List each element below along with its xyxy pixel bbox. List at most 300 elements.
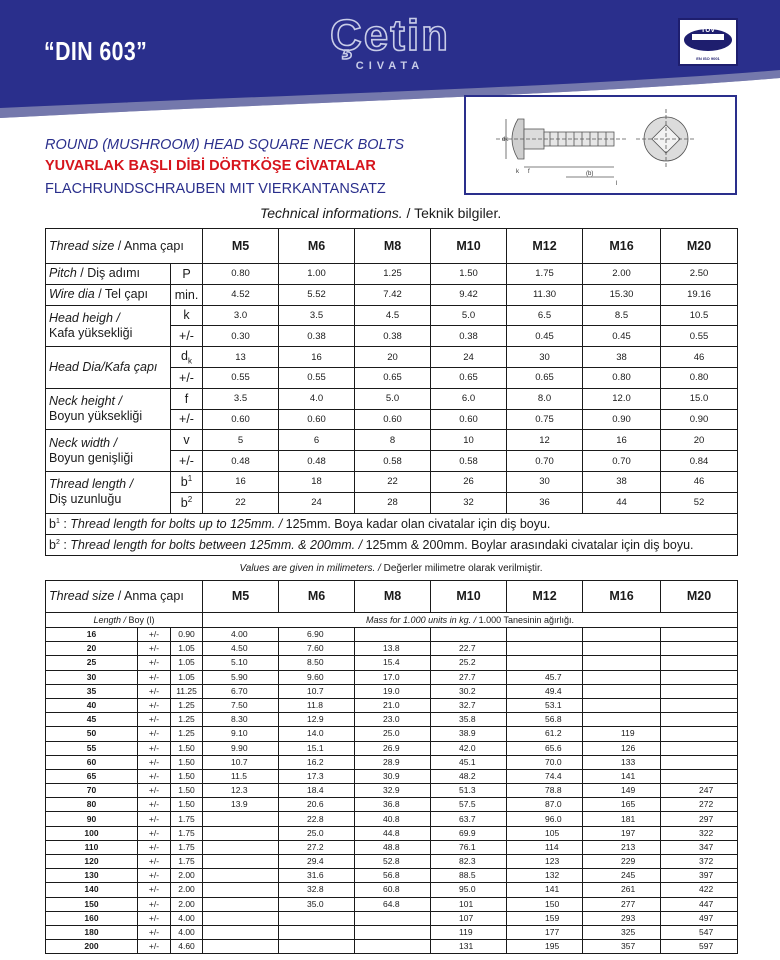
mass-value: 56.8: [507, 713, 583, 727]
spec-symbol: v: [171, 430, 203, 451]
mass-value: 12.9: [279, 713, 355, 727]
spec-value: 28: [355, 492, 431, 513]
mass-value: [203, 940, 279, 954]
spec-value: 6: [279, 430, 355, 451]
length-value: 30: [46, 670, 138, 684]
thread-size-label: Thread size / Anma çapı: [46, 229, 203, 264]
mass-value: [203, 925, 279, 939]
spec-value: 0.80: [203, 264, 279, 285]
tolerance-sign: +/-: [138, 798, 171, 812]
length-value: 16: [46, 628, 138, 642]
mass-value: 6.70: [203, 684, 279, 698]
mass-value: 13.9: [203, 798, 279, 812]
tolerance-sign: +/-: [138, 628, 171, 642]
mass-value: [355, 628, 431, 642]
length-value: 200: [46, 940, 138, 954]
spec-value: 5.0: [431, 305, 507, 326]
mass-value: 107: [431, 911, 507, 925]
mass-value: [661, 713, 738, 727]
mass-value: 159: [507, 911, 583, 925]
title-english: ROUND (MUSHROOM) HEAD SQUARE NECK BOLTS: [45, 137, 405, 153]
spec-value: 0.65: [507, 367, 583, 388]
spec-value: 6.5: [507, 305, 583, 326]
units-note: Values are given in milimeters. / Değerler milimetre olarak verilmiştir.: [239, 563, 543, 574]
mass-value: 245: [583, 869, 661, 883]
bolt-drawing-icon: [466, 97, 735, 193]
tolerance-sign: +/-: [138, 812, 171, 826]
brand-logo: [326, 12, 454, 76]
spec-value: 22: [203, 492, 279, 513]
certification-logo: [678, 18, 738, 66]
mass-value: 347: [661, 840, 738, 854]
spec-value: 19.16: [661, 284, 738, 305]
mass-value: 497: [661, 911, 738, 925]
mass-value: [507, 642, 583, 656]
svg-text:TÜV: TÜV: [701, 27, 715, 34]
spec-value: 0.58: [431, 451, 507, 472]
mass-value: 119: [583, 727, 661, 741]
tolerance-value: 1.75: [171, 812, 203, 826]
mass-value: 64.8: [355, 897, 431, 911]
mass-value: 123: [507, 855, 583, 869]
footnote-b2-row: [46, 534, 738, 555]
spec-symbol: min.: [171, 284, 203, 305]
mass-value: 70.0: [507, 755, 583, 769]
spec-value: 4.5: [355, 305, 431, 326]
spec-value: 16: [203, 471, 279, 492]
mass-value: 8.30: [203, 713, 279, 727]
mass-value: 44.8: [355, 826, 431, 840]
mass-value: [203, 911, 279, 925]
tolerance-sign: +/-: [138, 897, 171, 911]
mass-value: 88.5: [431, 869, 507, 883]
tolerance-value: 2.00: [171, 869, 203, 883]
spec-value: 5: [203, 430, 279, 451]
tolerance-sign: +/-: [138, 840, 171, 854]
footnote-b1: $b^1$ : Thread length for bolts up to 125mm. / 125mm. Boya kadar olan civatalar için diş boyu.: [46, 513, 738, 534]
spec-value: 6.0: [431, 388, 507, 409]
mass-value: 247: [661, 784, 738, 798]
spec-value: 10.5: [661, 305, 738, 326]
mass-value: [583, 670, 661, 684]
mass-value: [661, 755, 738, 769]
length-value: 60: [46, 755, 138, 769]
size-header: M12: [507, 229, 583, 264]
tolerance-value: 1.75: [171, 855, 203, 869]
tolerance-value: 11.25: [171, 684, 203, 698]
mass-value: 372: [661, 855, 738, 869]
tolerance-value: 2.00: [171, 897, 203, 911]
mass-value: 11.5: [203, 769, 279, 783]
spec-value: 3.5: [203, 388, 279, 409]
length-value: 130: [46, 869, 138, 883]
spec-value: 0.45: [583, 326, 661, 347]
spec-value: 52: [661, 492, 738, 513]
tolerance-sign: +/-: [138, 670, 171, 684]
tolerance-value: 0.90: [171, 628, 203, 642]
mass-row: [46, 840, 738, 854]
technical-specs-table: [45, 228, 738, 556]
mass-value: 48.2: [431, 769, 507, 783]
mass-value: 197: [583, 826, 661, 840]
mass-value: 82.3: [431, 855, 507, 869]
mass-row: [46, 798, 738, 812]
mass-value: 16.2: [279, 755, 355, 769]
mass-value: [279, 940, 355, 954]
tolerance-sign: +/-: [138, 869, 171, 883]
mass-value: 78.8: [507, 784, 583, 798]
mass-value: 597: [661, 940, 738, 954]
table2-header-row: [46, 581, 738, 613]
spec-value: 2.00: [583, 264, 661, 285]
footnote-b2: $b^2$ : Thread length for bolts between 125mm. & 200mm. / 125mm & 200mm. Boylar arasındaki civatalar için diş boyu.: [46, 534, 738, 555]
title-german: FLACHRUNDSCHRAUBEN MIT VIERKANTANSATZ: [45, 181, 386, 197]
mass-value: 60.8: [355, 883, 431, 897]
mass-value: 297: [661, 812, 738, 826]
spec-value: 8.0: [507, 388, 583, 409]
tolerance-sign: +/-: [138, 855, 171, 869]
spec-value: 38: [583, 347, 661, 368]
length-value: 40: [46, 698, 138, 712]
spec-row: [46, 430, 738, 451]
tolerance-sign: +/-: [138, 684, 171, 698]
mass-value: 9.60: [279, 670, 355, 684]
tolerance-value: 4.00: [171, 911, 203, 925]
spec-value: 0.60: [279, 409, 355, 430]
spec-symbol: k: [171, 305, 203, 326]
mass-value: 114: [507, 840, 583, 854]
document-title: “DIN 603”: [44, 36, 148, 66]
tolerance-sign: +/-: [138, 883, 171, 897]
spec-value: 0.38: [431, 326, 507, 347]
mass-value: [661, 642, 738, 656]
mass-value: [583, 642, 661, 656]
spec-value: 0.80: [583, 367, 661, 388]
mass-value: [355, 940, 431, 954]
length-value: 65: [46, 769, 138, 783]
mass-value: 6.90: [279, 628, 355, 642]
mass-value: [583, 628, 661, 642]
mass-value: [661, 684, 738, 698]
label-b: (b): [586, 171, 594, 177]
spec-value: 15.30: [583, 284, 661, 305]
mass-value: 397: [661, 869, 738, 883]
mass-value: [279, 911, 355, 925]
mass-value: 27.7: [431, 670, 507, 684]
tolerance-value: 1.25: [171, 698, 203, 712]
mass-value: 14.0: [279, 727, 355, 741]
mass-value: 8.50: [279, 656, 355, 670]
mass-row: [46, 670, 738, 684]
mass-value: 195: [507, 940, 583, 954]
spec-symbol: +/-: [171, 326, 203, 347]
mass-value: 261: [583, 883, 661, 897]
spec-value: 4.52: [203, 284, 279, 305]
tolerance-value: 1.50: [171, 741, 203, 755]
mass-row: [46, 925, 738, 939]
spec-symbol: $b^2$: [171, 492, 203, 513]
spec-label: [46, 388, 171, 430]
length-value: 180: [46, 925, 138, 939]
mass-value: 23.0: [355, 713, 431, 727]
mass-row: [46, 769, 738, 783]
tolerance-sign: +/-: [138, 826, 171, 840]
mass-value: 141: [583, 769, 661, 783]
spec-value: 46: [661, 471, 738, 492]
spec-value: 0.48: [203, 451, 279, 472]
mass-value: 12.3: [203, 784, 279, 798]
spec-value: 1.75: [507, 264, 583, 285]
mass-label: Mass for 1.000 units in kg. / 1.000 Tanesinin ağırlığı.: [203, 613, 738, 628]
length-value: 150: [46, 897, 138, 911]
mass-value: 422: [661, 883, 738, 897]
spec-value: 18: [279, 471, 355, 492]
mass-value: 277: [583, 897, 661, 911]
length-value: 100: [46, 826, 138, 840]
mass-value: [203, 840, 279, 854]
mass-value: 133: [583, 755, 661, 769]
spec-label-en: Neck width /: [49, 435, 118, 450]
brand-name: Çetin: [330, 11, 450, 60]
tolerance-value: 1.75: [171, 826, 203, 840]
spec-row: [46, 305, 738, 326]
spec-symbol: +/-: [171, 409, 203, 430]
spec-value: 0.65: [355, 367, 431, 388]
spec-value: 16: [279, 347, 355, 368]
spec-value: 24: [431, 347, 507, 368]
tolerance-sign: +/-: [138, 911, 171, 925]
tolerance-sign: +/-: [138, 925, 171, 939]
mass-value: 31.6: [279, 869, 355, 883]
spec-label: [46, 430, 171, 472]
spec-value: 5.0: [355, 388, 431, 409]
spec-value: 1.50: [431, 264, 507, 285]
spec-row: [46, 388, 738, 409]
mass-row: [46, 727, 738, 741]
mass-value: 17.0: [355, 670, 431, 684]
spec-row: [46, 264, 738, 285]
spec-symbol: $d_k$: [171, 347, 203, 368]
mass-value: [279, 925, 355, 939]
length-value: 80: [46, 798, 138, 812]
mass-value: 32.9: [355, 784, 431, 798]
spec-value: 0.70: [583, 451, 661, 472]
spec-value: 4.0: [279, 388, 355, 409]
mass-value: [507, 628, 583, 642]
mass-value: 53.1: [507, 698, 583, 712]
mass-value: 42.0: [431, 741, 507, 755]
thread-size-label: Thread size / Anma çapı: [46, 581, 203, 613]
mass-value: 45.7: [507, 670, 583, 684]
mass-value: 11.8: [279, 698, 355, 712]
mass-value: 17.3: [279, 769, 355, 783]
mass-value: 357: [583, 940, 661, 954]
tolerance-value: 1.25: [171, 727, 203, 741]
mass-value: 21.0: [355, 698, 431, 712]
mass-value: [661, 670, 738, 684]
length-value: 140: [46, 883, 138, 897]
spec-value: 0.30: [203, 326, 279, 347]
spec-value: 15.0: [661, 388, 738, 409]
spec-label-tr: Boyun genişliği: [49, 450, 134, 465]
mass-value: 25.0: [355, 727, 431, 741]
mass-value: 5.90: [203, 670, 279, 684]
mass-value: 13.8: [355, 642, 431, 656]
label-k: k: [516, 169, 519, 175]
spec-value: 8.5: [583, 305, 661, 326]
tolerance-value: 4.60: [171, 940, 203, 954]
spec-value: 0.80: [661, 367, 738, 388]
mass-row: [46, 698, 738, 712]
mass-value: 547: [661, 925, 738, 939]
mass-value: 56.8: [355, 869, 431, 883]
length-label: Length / Boy (l): [46, 613, 203, 628]
mass-value: 4.00: [203, 628, 279, 642]
mass-table: [45, 580, 738, 954]
mass-value: 101: [431, 897, 507, 911]
mass-value: 181: [583, 812, 661, 826]
spec-value: 38: [583, 471, 661, 492]
mass-value: 52.8: [355, 855, 431, 869]
mass-row: [46, 784, 738, 798]
spec-value: 20: [355, 347, 431, 368]
size-header: M20: [661, 581, 738, 613]
mass-value: 19.0: [355, 684, 431, 698]
mass-value: 35.0: [279, 897, 355, 911]
mass-value: 27.2: [279, 840, 355, 854]
tolerance-sign: +/-: [138, 784, 171, 798]
title-turkish: YUVARLAK BAŞLI DİBİ DÖRTKÖŞE CİVATALAR: [45, 158, 376, 174]
tolerance-value: 1.50: [171, 784, 203, 798]
length-value: 160: [46, 911, 138, 925]
spec-value: 3.5: [279, 305, 355, 326]
mass-value: 9.10: [203, 727, 279, 741]
mass-value: [661, 741, 738, 755]
spec-value: 12.0: [583, 388, 661, 409]
tolerance-sign: +/-: [138, 642, 171, 656]
mass-row: [46, 869, 738, 883]
mass-value: 38.9: [431, 727, 507, 741]
length-value: 90: [46, 812, 138, 826]
mass-row: [46, 656, 738, 670]
size-header: M8: [355, 229, 431, 264]
mass-value: 87.0: [507, 798, 583, 812]
length-value: 45: [46, 713, 138, 727]
spec-value: 0.55: [203, 367, 279, 388]
mass-value: 15.1: [279, 741, 355, 755]
length-value: 20: [46, 642, 138, 656]
mass-value: [583, 698, 661, 712]
spec-value: 26: [431, 471, 507, 492]
spec-value: 46: [661, 347, 738, 368]
mass-value: [203, 826, 279, 840]
mass-value: 272: [661, 798, 738, 812]
length-value: 35: [46, 684, 138, 698]
spec-value: 0.90: [661, 409, 738, 430]
spec-value: 0.70: [507, 451, 583, 472]
tolerance-value: 1.05: [171, 642, 203, 656]
mass-value: 177: [507, 925, 583, 939]
technical-informations-heading: Technical informations. / Teknik bilgiler.: [260, 205, 502, 221]
spec-value: 0.38: [355, 326, 431, 347]
spec-label-en: Thread length /: [49, 477, 134, 492]
mass-value: 20.6: [279, 798, 355, 812]
spec-row: [46, 347, 738, 368]
mass-row: [46, 642, 738, 656]
label-l: l: [616, 181, 618, 187]
mass-value: 22.8: [279, 812, 355, 826]
mass-value: 293: [583, 911, 661, 925]
mass-value: 28.9: [355, 755, 431, 769]
spec-label: Wire dia / Tel çapı: [46, 284, 171, 305]
table2-subheader-row: [46, 613, 738, 628]
mass-value: 213: [583, 840, 661, 854]
size-header: M10: [431, 229, 507, 264]
length-value: 110: [46, 840, 138, 854]
label-dk: dk: [502, 137, 509, 143]
spec-value: 0.60: [355, 409, 431, 430]
mass-value: [203, 897, 279, 911]
spec-value: 0.60: [431, 409, 507, 430]
spec-value: 0.84: [661, 451, 738, 472]
mass-value: [661, 727, 738, 741]
length-value: 25: [46, 656, 138, 670]
tolerance-sign: +/-: [138, 940, 171, 954]
mass-value: 36.8: [355, 798, 431, 812]
mass-row: [46, 684, 738, 698]
spec-label: Pitch / Diş adımı: [46, 264, 171, 285]
mass-value: [583, 656, 661, 670]
tolerance-sign: +/-: [138, 769, 171, 783]
mass-value: 30.9: [355, 769, 431, 783]
spec-value: 0.55: [279, 367, 355, 388]
mass-value: 45.1: [431, 755, 507, 769]
tolerance-value: 1.50: [171, 769, 203, 783]
mass-value: 132: [507, 869, 583, 883]
tolerance-sign: +/-: [138, 741, 171, 755]
tolerance-value: 1.05: [171, 670, 203, 684]
spec-value: 0.48: [279, 451, 355, 472]
spec-symbol: f: [171, 388, 203, 409]
mass-value: [203, 855, 279, 869]
spec-value: 1.00: [279, 264, 355, 285]
mass-value: 7.60: [279, 642, 355, 656]
mass-value: 119: [431, 925, 507, 939]
spec-value: 16: [583, 430, 661, 451]
mass-value: 15.4: [355, 656, 431, 670]
mass-value: [203, 869, 279, 883]
spec-label-tr: Diş uzunluğu: [49, 492, 122, 507]
size-header: M16: [583, 229, 661, 264]
spec-value: 10: [431, 430, 507, 451]
mass-value: 18.4: [279, 784, 355, 798]
spec-value: 32: [431, 492, 507, 513]
mass-value: [203, 812, 279, 826]
spec-label-en: Neck height /: [49, 394, 122, 409]
mass-row: [46, 883, 738, 897]
mass-value: 51.3: [431, 784, 507, 798]
mass-row: [46, 911, 738, 925]
mass-value: 76.1: [431, 840, 507, 854]
spec-label: [46, 347, 171, 389]
mass-value: [661, 769, 738, 783]
mass-value: 447: [661, 897, 738, 911]
size-header: M6: [279, 229, 355, 264]
mass-value: 165: [583, 798, 661, 812]
mass-value: [355, 911, 431, 925]
size-header: M20: [661, 229, 738, 264]
brand-subtitle: CIVATA: [355, 60, 425, 72]
